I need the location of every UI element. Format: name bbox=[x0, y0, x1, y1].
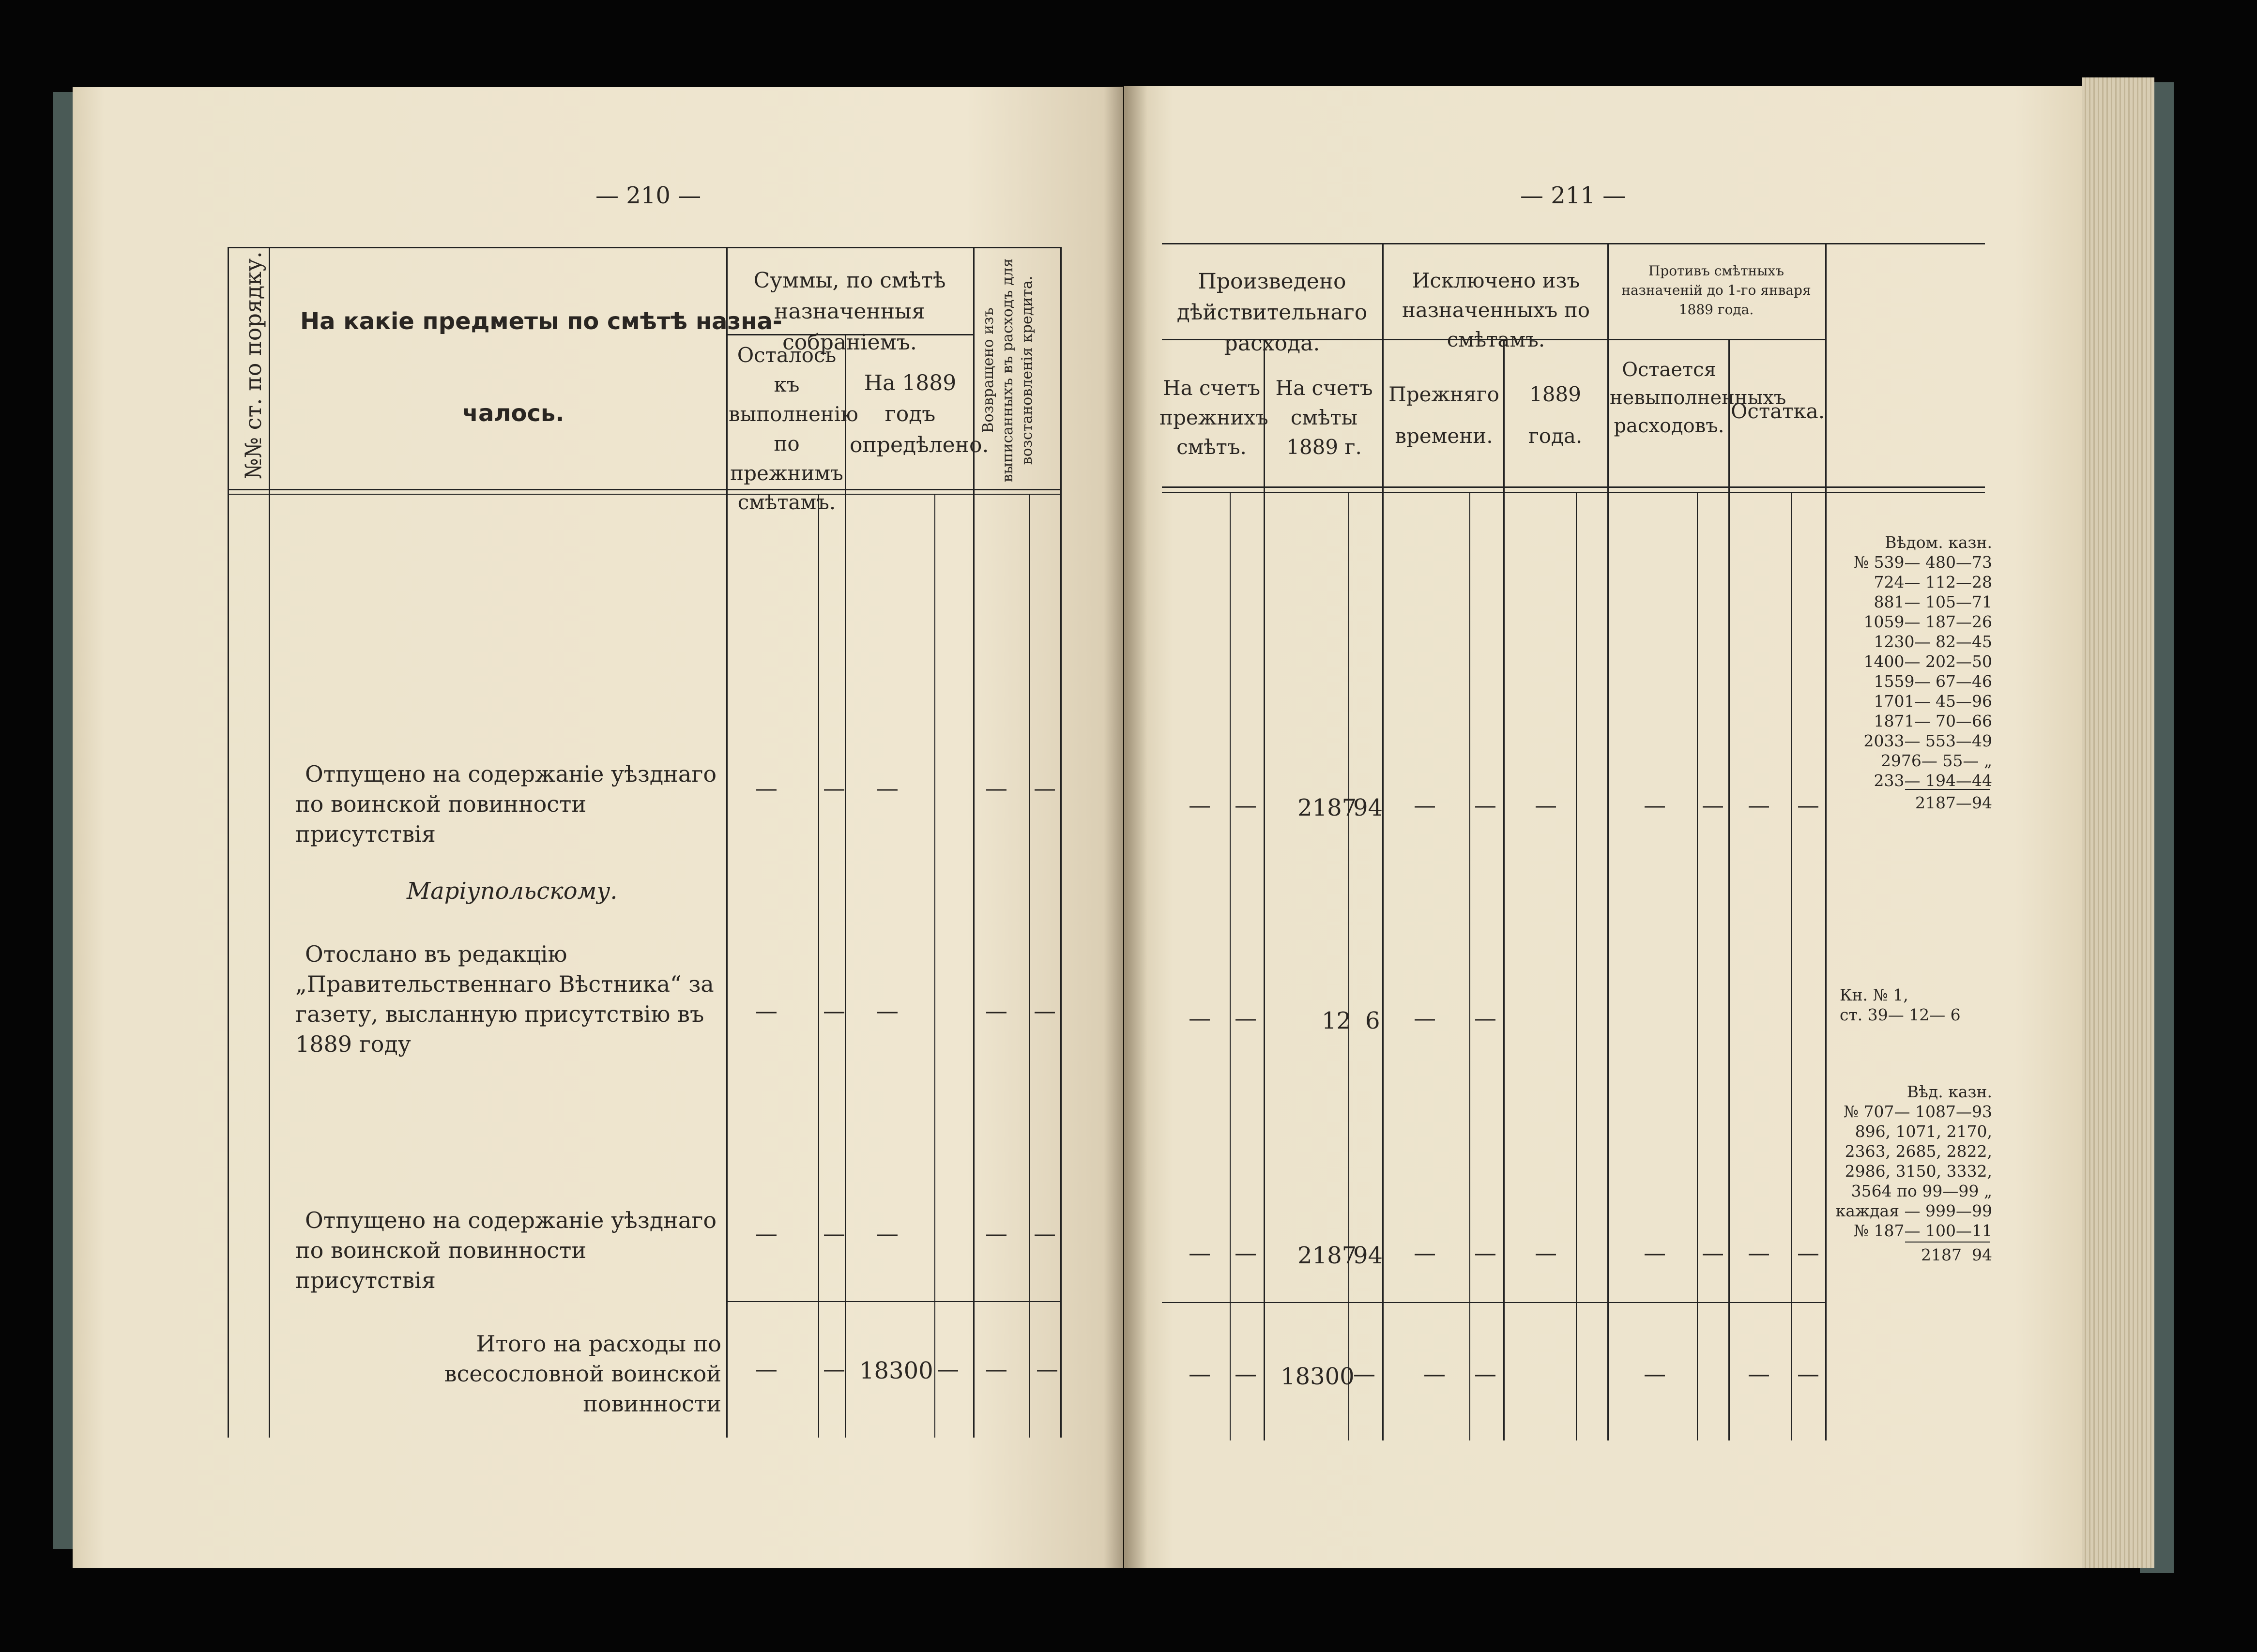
row-dash-3a: — bbox=[755, 1220, 778, 1246]
row-dash-3b: — bbox=[823, 1220, 845, 1246]
r1-dash-i: — bbox=[1797, 792, 1819, 818]
r1-dash-a: — bbox=[1189, 792, 1211, 818]
r3-dash-a: — bbox=[1189, 1240, 1211, 1266]
r3-dash-i: — bbox=[1797, 1240, 1819, 1266]
right-col-divider-i bbox=[1697, 492, 1698, 1440]
left-total-rule bbox=[726, 1301, 1060, 1302]
row-dash-2d: — bbox=[985, 998, 1007, 1024]
r1-amount-rub: 2187 bbox=[1297, 794, 1357, 821]
header-previous-time: Прежняго времени. bbox=[1388, 382, 1499, 448]
right-col-divider-h bbox=[1607, 243, 1609, 1440]
left-col-divider-7 bbox=[1029, 494, 1030, 1438]
r1-dash-f: — bbox=[1644, 792, 1666, 818]
r3-dash-g: — bbox=[1702, 1240, 1724, 1266]
header-against-group: Противъ смѣтныхъ назначеній до 1-го января 1889 года. bbox=[1621, 263, 1811, 318]
r4-dash-a: — bbox=[1189, 1361, 1211, 1387]
row-total-text: Итого на расходы по всесословной воинской повинности bbox=[444, 1331, 721, 1417]
header-prev-estimates: На счетъ прежнихъ смѣтъ. bbox=[1159, 376, 1268, 459]
header-sums-group: Суммы, по смѣтѣ назначенныя собраніемъ. bbox=[753, 268, 946, 355]
r1-dash-h: — bbox=[1748, 792, 1770, 818]
row-text-2: Отослано въ редакцію „Правительственнаго Вѣстника“ за газету, высланную присутствію въ 1889 году bbox=[295, 941, 714, 1057]
left-col-border bbox=[228, 247, 229, 1438]
r3-amount-kop: 94 bbox=[1353, 1242, 1383, 1269]
row-subheading: Маріупольскому. bbox=[407, 878, 618, 905]
row-total-dash-c: — bbox=[937, 1356, 959, 1382]
left-col-divider-6 bbox=[973, 247, 975, 1438]
left-page-number: — 210 — bbox=[595, 182, 702, 209]
left-col-divider-5 bbox=[934, 494, 935, 1438]
r1-dash-d: — bbox=[1474, 792, 1496, 818]
row-total-dash-d: — bbox=[985, 1356, 1007, 1382]
right-col-divider-b bbox=[1264, 339, 1265, 1440]
row-dash-1c: — bbox=[876, 775, 899, 801]
row-dash-3d: — bbox=[985, 1220, 1007, 1246]
r3-dash-b: — bbox=[1235, 1240, 1257, 1266]
r4-dash-d: — bbox=[1474, 1361, 1496, 1387]
note-treasury-2: Вѣд. казн. № 707— 1087—93 896, 1071, 2170, 2363, 2685, 2822, 2986, 3150, 3332, 3564 по 99—99 „ каждая — 999—99 № 187— 100—11 bbox=[1835, 1082, 1992, 1240]
left-header-bottom-rule-2 bbox=[228, 494, 1060, 495]
r1-dash-c: — bbox=[1414, 792, 1436, 818]
r3-amount-rub: 2187 bbox=[1297, 1242, 1357, 1269]
r4-amount-rub: 18300 bbox=[1281, 1363, 1355, 1390]
r3-dash-c: — bbox=[1414, 1240, 1436, 1266]
header-1889-estimates: На счетъ смѣты 1889 г. bbox=[1275, 376, 1373, 459]
r4-dash-c: — bbox=[1423, 1361, 1446, 1387]
row-dash-2a: — bbox=[755, 998, 778, 1024]
header-excluded-group: Исключено изъ назначенныхъ по смѣтамъ. bbox=[1402, 269, 1590, 351]
right-header-bottom-rule bbox=[1162, 486, 1985, 488]
row-dash-2c: — bbox=[876, 998, 899, 1024]
page-edges bbox=[2082, 77, 2154, 1568]
left-col-divider-4 bbox=[845, 334, 846, 1438]
left-col-divider-2 bbox=[726, 247, 728, 1438]
book-gutter bbox=[1104, 86, 1147, 1568]
right-total-rule bbox=[1162, 1302, 1825, 1303]
right-col-divider-a bbox=[1230, 492, 1231, 1440]
right-col-divider-f bbox=[1503, 339, 1505, 1440]
header-1889: На 1889 годъ опредѣлено. bbox=[850, 371, 989, 457]
row-dash-1e: — bbox=[1034, 775, 1056, 801]
right-col-divider-j bbox=[1728, 339, 1730, 1440]
header-row-number: №№ ст. по порядку. bbox=[240, 251, 266, 479]
r4-amount-kop: — bbox=[1353, 1361, 1375, 1387]
r4-dash-g: — bbox=[1797, 1361, 1819, 1387]
row-dash-1d: — bbox=[985, 775, 1007, 801]
header-returned: Возвращено изъ выписанныхъ въ расходъ для возстановленія кредита. bbox=[980, 258, 1036, 483]
row-dash-3e: — bbox=[1034, 1220, 1056, 1246]
header-actual-group: Произведено дѣйствительнаго расхода. bbox=[1176, 269, 1368, 356]
r3-dash-h: — bbox=[1748, 1240, 1770, 1266]
r3-dash-d: — bbox=[1474, 1240, 1496, 1266]
row-text-3: Отпущено на содержаніе уѣзднаго по воинской повинности присутствія bbox=[295, 1207, 717, 1293]
r1-dash-b: — bbox=[1235, 792, 1257, 818]
header-subject-line2: чалось. bbox=[462, 400, 564, 427]
note-treasury-1-total: 2187—94 bbox=[1915, 793, 1992, 812]
note-1-rule bbox=[1905, 789, 1990, 790]
row-total-dash-a: — bbox=[755, 1356, 778, 1382]
note-3-rule bbox=[1905, 1242, 1990, 1243]
r2-dash-a: — bbox=[1189, 1005, 1211, 1031]
r4-dash-e: — bbox=[1644, 1361, 1666, 1387]
left-col-divider-8 bbox=[1060, 247, 1062, 1438]
note-treasury-1: Вѣдом. казн. № 539— 480—73 724— 112—28 881— 105—71 1059— 187—26 1230— 82—45 1400— 202—50 1559— 67—46 1701— 45—96 1871— 70—66 2033— 553—49 2976— 55— „ 233— 194—44 bbox=[1853, 533, 1992, 790]
r2-dash-d: — bbox=[1474, 1005, 1496, 1031]
row-dash-1a: — bbox=[755, 775, 778, 801]
left-header-bottom-rule bbox=[228, 489, 1060, 490]
right-col-divider-k bbox=[1791, 492, 1792, 1440]
r2-dash-b: — bbox=[1235, 1005, 1257, 1031]
row-dash-3c: — bbox=[876, 1220, 899, 1246]
r1-dash-g: — bbox=[1702, 792, 1724, 818]
right-col-divider-e bbox=[1469, 492, 1470, 1440]
r3-dash-f: — bbox=[1644, 1240, 1666, 1266]
header-remaining: Осталось къ выполненію по прежнимъ смѣтамъ. bbox=[729, 343, 858, 515]
right-header-bottom-rule-2 bbox=[1162, 492, 1985, 493]
r3-dash-e: — bbox=[1535, 1240, 1557, 1266]
row-dash-2e: — bbox=[1034, 998, 1056, 1024]
r1-amount-kop: 94 bbox=[1353, 794, 1383, 821]
note-treasury-2-total: 2187 94 bbox=[1921, 1245, 1992, 1264]
left-col-divider-3 bbox=[818, 494, 819, 1438]
header-unfulfilled: Остается невыполненныхъ расходовъ. bbox=[1610, 359, 1786, 437]
row-dash-1b: — bbox=[823, 775, 845, 801]
row-text-1: Отпущено на содержаніе уѣзднаго по воинской повинности присутствія bbox=[295, 761, 717, 847]
row-total-dash-b: — bbox=[823, 1356, 845, 1382]
note-book-1: Кн. № 1, ст. 39— 12— 6 bbox=[1840, 985, 1961, 1024]
right-table-top-rule bbox=[1162, 243, 1985, 244]
row-dash-2b: — bbox=[823, 998, 845, 1024]
r1-dash-e: — bbox=[1535, 792, 1557, 818]
row-total-amount: 18300 bbox=[859, 1357, 933, 1384]
r2-amount-kop: 6 bbox=[1365, 1007, 1380, 1034]
r2-amount-rub: 12 bbox=[1322, 1007, 1352, 1034]
r4-dash-f: — bbox=[1748, 1361, 1770, 1387]
header-remainder: Остатка. bbox=[1731, 399, 1825, 423]
header-subject-line1: На какіе предметы по смѣтѣ назна- bbox=[300, 308, 782, 335]
right-col-divider-g bbox=[1576, 492, 1577, 1440]
r4-dash-b: — bbox=[1235, 1361, 1257, 1387]
right-page-number: — 211 — bbox=[1520, 182, 1626, 209]
r2-dash-c: — bbox=[1414, 1005, 1436, 1031]
left-table-top-rule bbox=[228, 247, 1060, 248]
header-year-1889: 1889 года. bbox=[1528, 382, 1583, 448]
right-col-divider-l bbox=[1825, 243, 1827, 1440]
row-total-dash-e: — bbox=[1036, 1356, 1058, 1382]
right-col-divider-c bbox=[1348, 492, 1349, 1440]
